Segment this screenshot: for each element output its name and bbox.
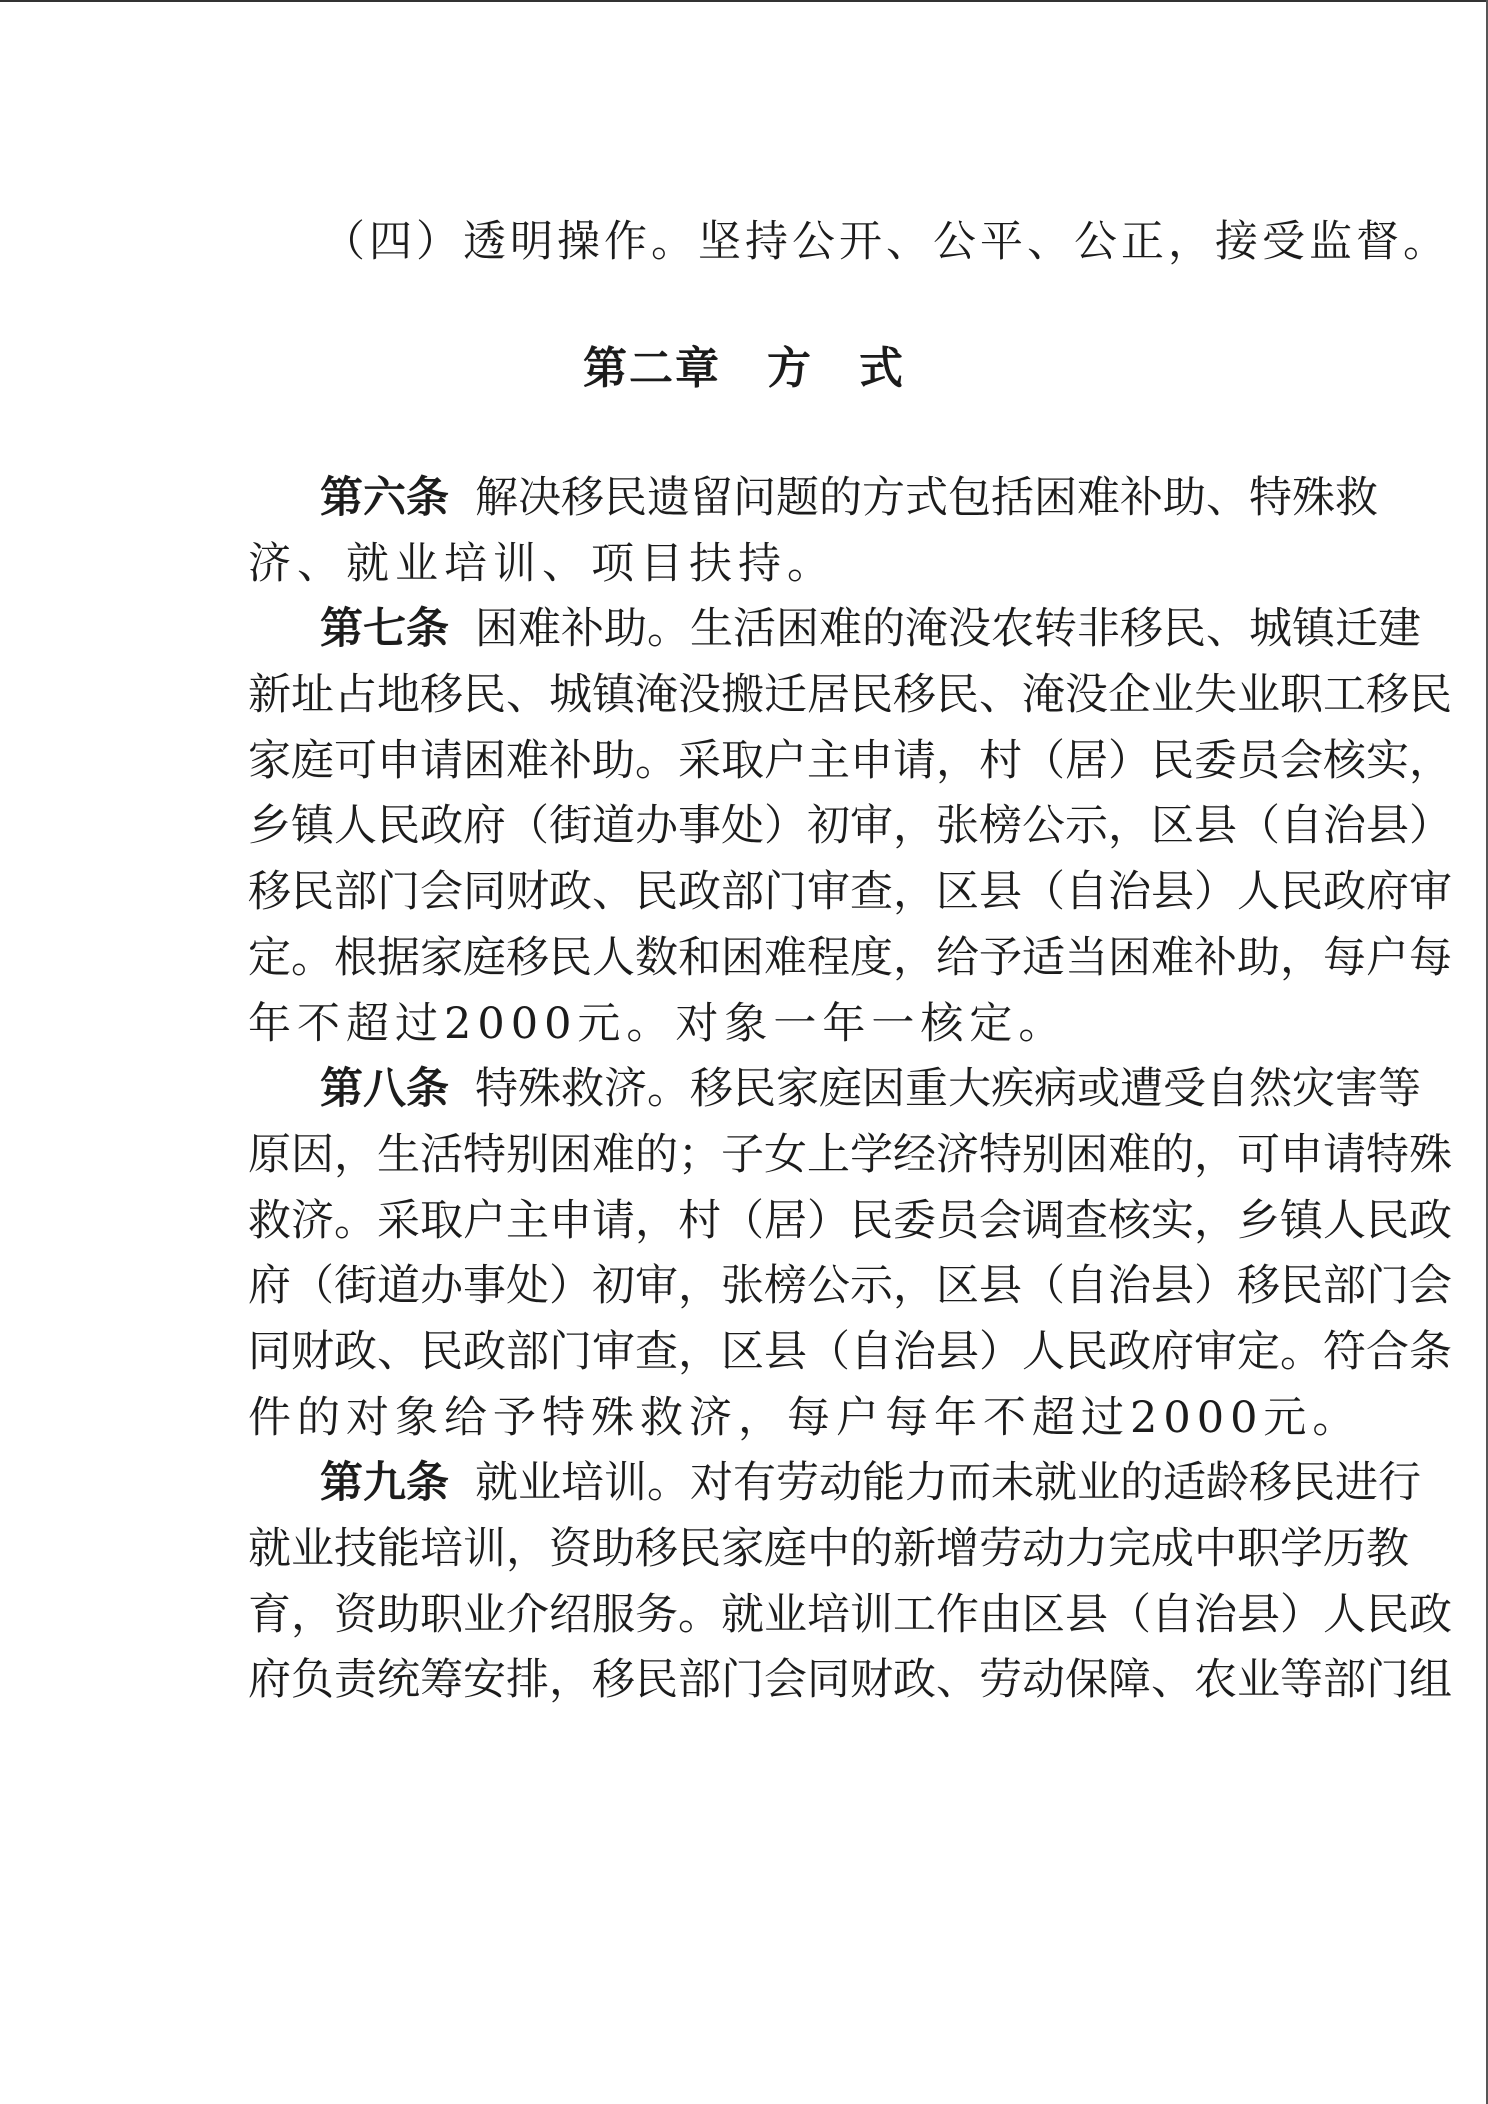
article-label: 第九条 [320, 1458, 449, 1509]
article-line [248, 1254, 1452, 1320]
article-text: 同财政、民政部门审查，区县（自治县）人民政府审定。符合条 [248, 1326, 1452, 1377]
article-text: 困难补助。生活困难的淹没农转非移民、城镇迁建 [475, 604, 1421, 655]
article-text: 特殊救济。移民家庭因重大疾病或遭受自然灾害等 [475, 1064, 1421, 1115]
article-text: 就业技能培训，资助移民家庭中的新增劳动力完成中职学历教 [248, 1524, 1409, 1574]
article-text: 就业培训。对有劳动能力而未就业的适龄移民进行 [475, 1458, 1421, 1509]
article-first-line [248, 466, 1378, 532]
article-line [248, 1517, 1409, 1583]
article-first-line [248, 1451, 1421, 1517]
article-text: 育，资助职业介绍服务。就业培训工作由区县（自治县）人民政 [248, 1589, 1452, 1640]
article-line [248, 926, 1452, 992]
document-body [248, 466, 1452, 1714]
article-line [248, 992, 1296, 1058]
article-text: 移民部门会同财政、民政部门审查，区县（自治县）人民政府审 [248, 867, 1452, 918]
article-text: 救济。采取户主申请，村（居）民委员会调查核实，乡镇人民政 [248, 1195, 1452, 1246]
principle-item-4: （四）透明操作。坚持公开、公平、公正，接受监督。 [322, 217, 1450, 267]
article-text: 乡镇人民政府（街道办事处）初审，张榜公示，区县（自治县） [248, 801, 1452, 852]
article-text: 解决移民遗留问题的方式包括困难补助、特殊救 [475, 473, 1378, 523]
article-line [248, 1123, 1452, 1189]
chapter-title: 第二章 方 式 [583, 343, 905, 394]
article-label: 第六条 [320, 473, 449, 523]
article-first-line [248, 597, 1421, 663]
article-text: 府负责统筹安排，移民部门会同财政、劳动保障、农业等部门组 [248, 1655, 1452, 1706]
article-line [248, 663, 1452, 729]
article-line [248, 1386, 1362, 1452]
article-first-line [248, 1057, 1421, 1123]
article-text: 家庭可申请困难补助。采取户主申请，村（居）民委员会核实， [248, 735, 1452, 786]
article-line [248, 860, 1452, 926]
article-line [248, 1648, 1452, 1714]
article-text: 新址占地移民、城镇淹没搬迁居民移民、淹没企业失业职工移民 [248, 670, 1452, 721]
article-line [248, 1189, 1452, 1255]
page-top-border [0, 0, 1488, 2]
article-text: 原因，生活特别困难的；子女上学经济特别困难的，可申请特殊 [248, 1129, 1452, 1180]
article-text: 济、就业培训、项目扶持。 [248, 538, 836, 589]
article-label: 第七条 [320, 604, 449, 655]
article-text: 府（街道办事处）初审，张榜公示，区县（自治县）移民部门会 [248, 1261, 1452, 1312]
article-line [248, 1583, 1452, 1649]
article-line [248, 729, 1452, 795]
article-line [248, 794, 1452, 860]
article-text: 年不超过2000元。对象一年一核定。 [248, 998, 1068, 1049]
article-line [248, 1320, 1452, 1386]
article-text: 件的对象给予特殊救济，每户每年不超过2000元。 [248, 1392, 1362, 1443]
article-line [248, 532, 1296, 598]
article-text: 定。根据家庭移民人数和困难程度，给予适当困难补助，每户每 [248, 932, 1452, 983]
article-label: 第八条 [320, 1064, 449, 1115]
